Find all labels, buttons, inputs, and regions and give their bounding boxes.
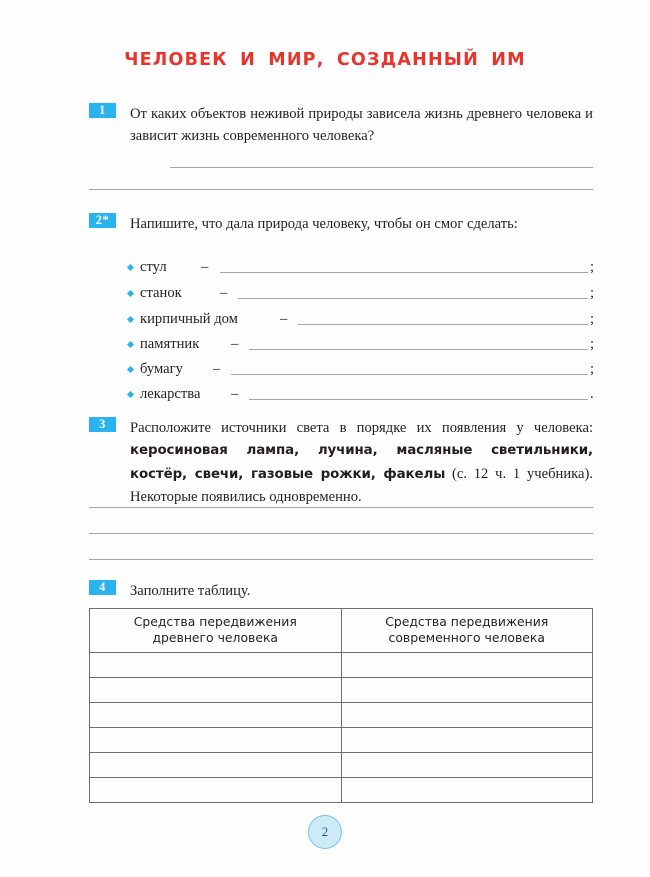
table-header-ancient: [90, 609, 342, 653]
table-cell-ancient[interactable]: [90, 778, 342, 803]
answer-line-q1-1[interactable]: [170, 167, 593, 168]
table-cell-ancient[interactable]: [90, 678, 342, 703]
table-cell-modern[interactable]: [341, 753, 593, 778]
transport-table: [89, 608, 593, 803]
list-item-terminator: ;: [590, 336, 595, 352]
question-3-text-lead: Расположите источники света в порядке их появления у человека:: [130, 420, 593, 436]
table-cell-modern[interactable]: [341, 778, 593, 803]
list-item-dash: –: [201, 259, 209, 275]
list-item-dash: –: [280, 311, 288, 327]
list-item-label: стул: [140, 259, 167, 275]
table-cell-ancient[interactable]: [90, 728, 342, 753]
list-item-label: кирпичный дом: [140, 311, 238, 327]
question-4-number: 4: [89, 580, 116, 595]
table-cell-modern[interactable]: [341, 703, 593, 728]
list-item: [128, 384, 593, 408]
list-item: [128, 309, 593, 333]
question-3-number: 3: [89, 417, 116, 432]
table-header-ancient-line2: древнего человека: [152, 630, 279, 645]
table-header-row: [90, 609, 593, 653]
question-3-light-sources: керосиновая лампа, лучина, масляные светильники, костёр, свечи, газовые рожки, факелы: [130, 443, 593, 482]
list-item-dash: –: [231, 386, 239, 402]
table-cell-ancient[interactable]: [90, 753, 342, 778]
table-row: [90, 653, 593, 678]
answer-line-pamyatnik[interactable]: [249, 349, 588, 350]
diamond-bullet-icon: [127, 264, 134, 271]
table-cell-modern[interactable]: [341, 653, 593, 678]
list-item-dash: –: [231, 336, 239, 352]
table-row: [90, 703, 593, 728]
question-1-number: 1: [89, 103, 116, 118]
table-header-modern: [341, 609, 593, 653]
diamond-bullet-icon: [127, 366, 134, 373]
table-body: [90, 653, 593, 803]
diamond-bullet-icon: [127, 316, 134, 323]
list-item-label: станок: [140, 285, 182, 301]
answer-line-q1-2[interactable]: [89, 189, 593, 190]
table-header-ancient-line1: Средства передвижения: [133, 614, 297, 629]
answer-line-q3-1[interactable]: [89, 507, 593, 508]
table-cell-modern[interactable]: [341, 678, 593, 703]
question-2-text: Напишите, что дала природа человеку, чтобы он смог сделать:: [130, 216, 518, 232]
question-3-text: [130, 417, 593, 509]
list-item-label: памятник: [140, 336, 200, 352]
answer-line-q3-3[interactable]: [89, 559, 593, 560]
page-number-badge: 2: [308, 815, 342, 849]
diamond-bullet-icon: [127, 290, 134, 297]
diamond-bullet-icon: [127, 341, 134, 348]
question-3-text-tail: (с. 12 ч. 1 учебника). Некоторые появились одновременно.: [130, 465, 593, 506]
answer-line-lekarstva[interactable]: [249, 399, 588, 400]
question-4-text: Заполните таблицу.: [130, 583, 251, 599]
list-item-terminator: .: [590, 386, 594, 402]
question-1-text: От каких объектов неживой природы зависела жизнь древнего человека и зависит жизнь современного человека?: [130, 106, 593, 145]
answer-line-kirpichnyj-dom[interactable]: [298, 324, 588, 325]
list-item-label: лекарства: [140, 386, 201, 402]
table-row: [90, 678, 593, 703]
table-cell-ancient[interactable]: [90, 653, 342, 678]
list-item: [128, 283, 593, 307]
table-header-modern-line2: современного человека: [388, 630, 545, 645]
question-2-number: 2*: [89, 213, 116, 228]
list-item: [128, 257, 593, 281]
page-title: ЧЕЛОВЕК И МИР, СОЗДАННЫЙ ИМ: [124, 50, 526, 70]
table-row: [90, 778, 593, 803]
answer-line-q3-2[interactable]: [89, 533, 593, 534]
list-item-terminator: ;: [590, 285, 595, 301]
list-item-terminator: ;: [590, 361, 595, 377]
table-row: [90, 728, 593, 753]
list-item: [128, 334, 593, 358]
list-item: [128, 359, 593, 383]
table-header-modern-line1: Средства передвижения: [385, 614, 549, 629]
list-item-terminator: ;: [590, 311, 595, 327]
answer-line-bumagu[interactable]: [231, 374, 588, 375]
answer-line-stul[interactable]: [220, 272, 588, 273]
table-row: [90, 753, 593, 778]
table-cell-ancient[interactable]: [90, 703, 342, 728]
list-item-label: бумагу: [140, 361, 183, 377]
table-cell-modern[interactable]: [341, 728, 593, 753]
answer-line-stanok[interactable]: [238, 298, 588, 299]
list-item-terminator: ;: [590, 259, 595, 275]
diamond-bullet-icon: [127, 391, 134, 398]
list-item-dash: –: [213, 361, 221, 377]
list-item-dash: –: [220, 285, 228, 301]
